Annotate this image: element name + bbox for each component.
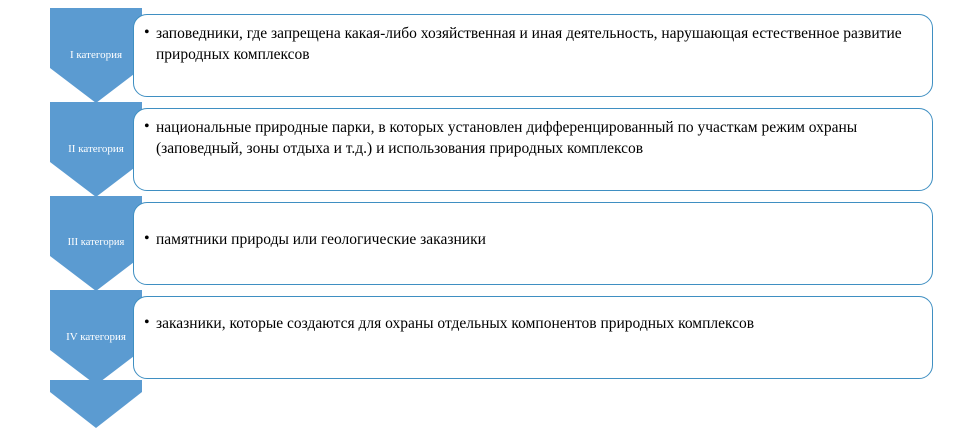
category-textbox-4[interactable] (133, 296, 933, 379)
category-textbox-2[interactable] (133, 108, 933, 191)
bullet-item (144, 229, 918, 250)
chevron-step-2[interactable] (50, 102, 142, 197)
chevron-step-3[interactable] (50, 196, 142, 291)
chevron-step-4[interactable] (50, 290, 142, 385)
diagram-row (0, 290, 975, 385)
category-text-2: национальные природные парки, в которых установлен дифференцированный по участкам режим охраны (заповедный, зоны отдыха и т.д.) и использования природных комплексов (156, 119, 858, 157)
bullet-item (144, 23, 918, 65)
bullet-icon: • (144, 24, 150, 41)
diagram-row (0, 8, 975, 103)
bullet-icon: • (144, 118, 150, 135)
bullet-icon: • (144, 230, 150, 247)
category-textbox-3[interactable] (133, 202, 933, 285)
category-text-4: заказники, которые создаются для охраны отдельных компонентов природных комплексов (156, 315, 755, 332)
bullet-item (144, 117, 918, 159)
chevron-label-3: III категория (67, 237, 125, 249)
bullet-icon: • (144, 314, 150, 331)
chevron-label-1: I категория (69, 49, 123, 62)
diagram-row (0, 102, 975, 197)
category-text-1: заповедники, где запрещена какая-либо хозяйственная и иная деятельность, нарушающая естественное развитие природных комплексов (156, 25, 902, 63)
bullet-item (144, 313, 918, 334)
chevron-tail-arrow-icon (50, 380, 142, 428)
chevron-label-4: IV категория (66, 331, 126, 344)
category-textbox-1[interactable] (133, 14, 933, 97)
category-text-3: памятники природы или геологические заказники (156, 231, 486, 248)
chevron-step-1[interactable] (50, 8, 142, 103)
chevron-label-2: II категория (68, 143, 124, 156)
diagram-row (0, 196, 975, 291)
